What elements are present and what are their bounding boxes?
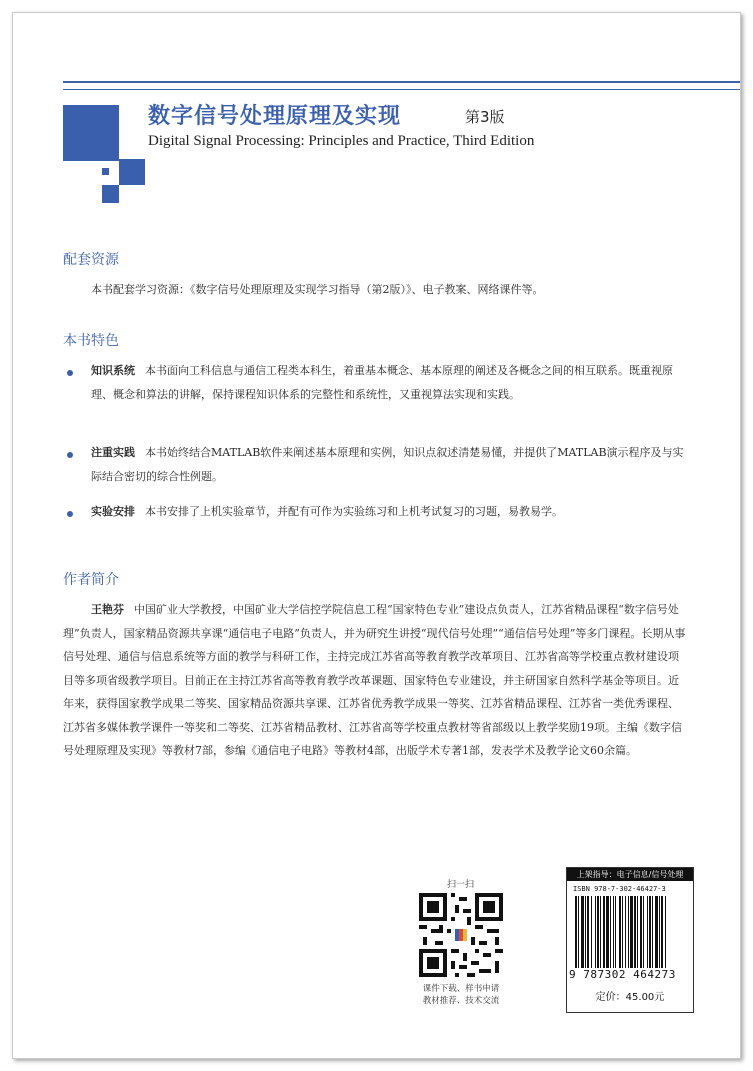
bullet-icon <box>67 370 73 376</box>
book-title-en: Digital Signal Processing: Principles and Practice, Third Edition <box>148 133 535 149</box>
book-title-cn: 数字信号处理原理及实现 <box>148 104 402 129</box>
feature-item-3 <box>91 500 687 524</box>
isbn-barcode-box <box>566 867 694 1013</box>
feature-text: 本书安排了上机实验章节，并配有可作为实验练习和上机考试复习的习题，易教易学。 <box>145 505 563 518</box>
resources-text: 本书配套学习资源：《数字信号处理原理及实现学习指导（第2版）》、电子教案、网络课件等。 <box>91 283 544 296</box>
feature-item-1 <box>91 359 687 406</box>
qr-label: 扫一扫 <box>447 880 475 890</box>
isbn-text: ISBN 978-7-302-46427-3 <box>573 885 666 893</box>
qr-caption-line2: 教材推荐、技术交流 <box>422 996 500 1006</box>
resources-heading: 配套资源 <box>63 252 119 268</box>
feature-item-2 <box>91 441 687 488</box>
features-heading: 本书特色 <box>63 333 119 349</box>
qr-code-icon <box>419 893 503 977</box>
feature-label: 注重实践 <box>91 446 135 459</box>
feature-text: 本书面向工科信息与通信工程类本科生，着重基本概念、基本原理的阐述及各概念之间的相互联系。既重视原理、概念和算法的讲解，保持课程知识体系的完整性和系统性，又重视算法实现和实践。 <box>91 364 673 401</box>
author-name: 王艳芬 <box>91 603 124 616</box>
feature-text: 本书始终结合MATLAB软件来阐述基本原理和实例，知识点叙述清楚易懂，并提供了MATLAB演示程序及与实际结合密切的综合性例题。 <box>91 446 684 483</box>
header-rule-top <box>63 81 740 83</box>
barcode-icon <box>573 896 687 968</box>
edition-label: 第3版 <box>465 108 505 126</box>
feature-label: 实验安排 <box>91 505 135 518</box>
barcode-digits: 9 787302 464273 <box>569 968 676 981</box>
author-heading: 作者简介 <box>63 572 119 588</box>
bullet-icon <box>67 452 73 458</box>
shelf-category: 上架指导：电子信息/信号处理 <box>567 868 693 881</box>
book-back-cover <box>12 12 741 1059</box>
author-bio-text: 中国矿业大学教授，中国矿业大学信控学院信息工程“国家特色专业”建设点负责人，江苏省精品课程“数字信号处理”负责人，国家精品资源共享课“通信电子电路”负责人，并为研究生讲授“现代信号处理”“通信信号处理”等多门课程。长期从事信号处理、通信与信息系统等方面的教学与科研工作，主持完成江苏省高等教育教学改革项目、江苏省高等学校重点教材建设项目等多项省级教学项目。目前正在主持江苏省高等教育教学改革课题、国家特色专业建设，并主研国家自然科学基金等项目。近年来，获得国家教学成果二等奖、国家精品资源共享课、江苏省优秀教学成果一等奖、江苏省精品课程、江苏省一类优秀课程、江苏省多媒体教学课件一等奖和二等奖、江苏省精品教材、江苏省高等学校重点教材等省部级以上教学奖励19项。主编《数字信号处理原理及实现》等教材7部，参编《通信电子电路》等教材4部，出版学术专著1部，发表学术及教学论文60余篇。 <box>63 603 686 757</box>
author-bio <box>63 598 687 763</box>
bullet-icon <box>67 511 73 517</box>
feature-label: 知识系统 <box>91 364 135 377</box>
price-label: 定价：45.00元 <box>595 992 665 1003</box>
header-rule-bottom <box>63 89 740 90</box>
qr-caption-line1: 课件下载、样书申请 <box>422 984 500 994</box>
